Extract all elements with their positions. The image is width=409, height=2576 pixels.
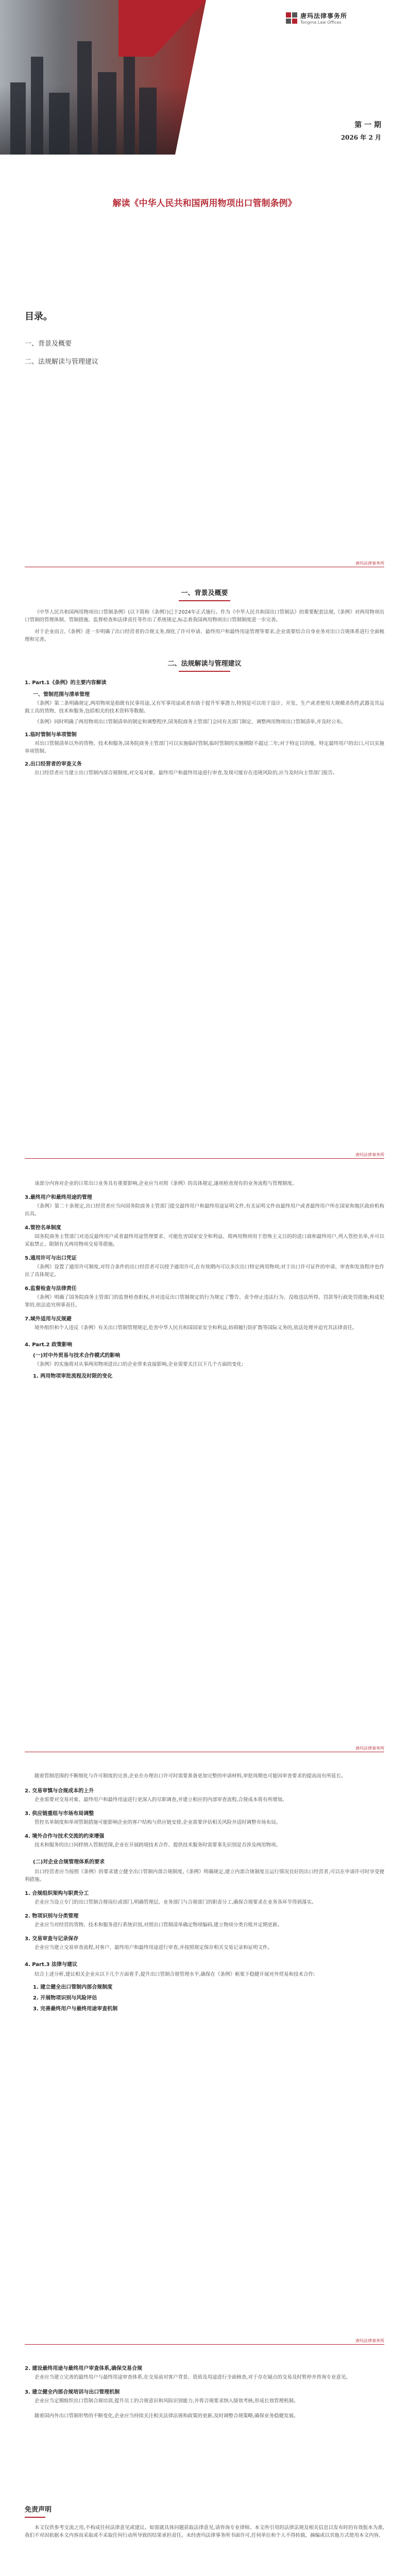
paragraph: 管控名单制度和单项管制措施可能影响企业的客户结构与供应链安排,企业需要评估相关风险并适时调整市场布局。: [35, 1820, 281, 1825]
sub-title: 一、管制范围与清单管理: [33, 692, 90, 698]
disclaimer-body: 本文仅供参考交流之用,不构成任何法律意见或建议。如需就具体问题获取法律意见,请咨询专业律师。本文所引用的法律法规及相关信息以发布时的有效版本为准,我们不对因依据本文内容而采取或不采取任何行动所导致的结果承担责任。未经唐玛法律事务所书面许可,任何单位和个人不得转载、摘编或以其他方式使用本文内容。: [25, 2525, 384, 2538]
issue-date: 2026 年 2 月: [340, 134, 381, 141]
paragraph: 企业应当定期组织出口管制合规培训,提升员工的合规意识和风险识别能力,并将合规要求纳入绩效考核,形成长效管理机制。: [35, 2398, 299, 2404]
toc-heading: 目录。: [25, 311, 53, 322]
item-title: 1.临时管制与单项管制: [25, 732, 77, 738]
item-title: 2.出口经营者的审查义务: [25, 761, 82, 767]
item-title: 3. 供应链重组与市场布局调整: [25, 1811, 94, 1817]
part-title: 4. Part.2 政策影响: [25, 1342, 72, 1348]
item-title: 3. 交易审查与记录保存: [25, 1936, 79, 1942]
item-title: 1. 两用物项审批流程及时限的变化: [33, 1374, 113, 1379]
disclaimer-title: 免责声明: [25, 2506, 52, 2514]
toc-item[interactable]: 一、背景及概要: [25, 340, 72, 348]
item-title: 2. 交易审慎与合规成本的上升: [25, 1788, 94, 1794]
item-title: 2. 开展物项识别与风险评估: [33, 1995, 97, 2001]
brand-logo: [286, 11, 347, 25]
section-divider: [25, 2517, 45, 2518]
item-title: 3. 完善最终用户与最终用途审查机制: [33, 2006, 118, 2012]
page-header-brand: 唐玛法律事务所: [355, 1746, 384, 1751]
paragraph: 企业应当建立完善的最终用户与最终用途审查体系,在交易前对客户背景、资质及用途进行全面核查,对于存在疑点的交易及时暂停并咨询专业意见。: [35, 2375, 351, 2380]
sub-title: (二)对企业合规管理体系的要求: [33, 1859, 105, 1865]
item-title: 1. 建立健全出口管制内部合规制度: [33, 1985, 113, 1990]
paragraph: 出口经营者应当建立出口管制内部合规制度,对交易对象、最终用户和最终用途进行审查,发现可能存在违规风险的,应当及时向主管部门报告。: [35, 770, 338, 776]
page-header-brand: 唐玛法律事务所: [355, 2338, 384, 2343]
section-title-background: 一、背景及概要: [181, 589, 228, 597]
item-title: 7.域外适用与反规避: [25, 1316, 72, 1322]
part-title: 4. Part.3 法律与建议: [25, 1962, 77, 1968]
paragraph: 《条例》同时明确了两用物项出口管制清单的制定和调整程序,国务院商务主管部门会同有关部门制定、调整两用物项出口管制清单,并及时公布。: [35, 719, 346, 725]
page-header-rule: [25, 1158, 384, 1159]
paragraph: 结合上述分析,建议相关企业从以下几个方面着手,提升出口管制合规管理水平,确保在《条例》框架下稳健开展对外贸易和技术合作:: [35, 1972, 315, 1977]
paragraph: 技术和服务的出口同样纳入管制范围,企业在开展跨境技术合作、提供技术服务时需要事先识别是否涉及两用物项。: [35, 1842, 281, 1848]
paragraph: 企业应当设立专门的出口管制合规岗位或部门,明确管理层、业务部门与合规部门的职责分工,确保合规要求在业务各环节得到落实。: [35, 1900, 317, 1905]
part-title: 1. Part.1《条例》的主要内容解读: [25, 680, 107, 686]
paragraph: 企业应当建立交易审查流程,对客户、最终用户和最终用途进行审查,并按照规定保存相关交易记录和证明文件。: [35, 1945, 273, 1951]
brand-name-en: Tongma Law Offices: [300, 20, 342, 25]
item-title: 4. 境外合作与技术交流的约束增强: [25, 1834, 105, 1839]
paragraph: 随着国内外出口管制形势的不断变化,企业应当持续关注相关法律法规和政策的更新,及时调整合规策略,确保业务稳健发展。: [35, 2413, 299, 2419]
paragraph: 《条例》明确了国务院商务主管部门的监督检查职权,并对违反出口管制规定的行为规定了警告、责令停止违法行为、没收违法所得、罚款等行政处罚措施;构成犯罪的,依法追究刑事责任。: [25, 1295, 384, 1308]
paragraph: 国务院商务主管部门对违反最终用户或者最终用途管理要求、可能危害国家安全和利益、将两用物项用于恐怖主义目的的进口商和最终用户,列入管控名单,并可以采取禁止、限制有关两用物项交易等措施。: [25, 1234, 384, 1247]
item-title: 2. 物项识别与分类管理: [25, 1913, 79, 1919]
paragraph: 对出口管制清单以外的货物、技术和服务,国务院商务主管部门可以实施临时管制,临时管制的实施期限不超过二年;对于特定目的地、特定最终用户的出口,可以实施单项管制。: [25, 741, 384, 754]
item-title: 2. 建设最终用途与最终用户审查体系,确保交易合规: [25, 2366, 143, 2371]
paragraph: 境外组织和个人违反《条例》有关出口管制管理规定,危害中华人民共和国国家安全和利益,妨碍履行防扩散等国际义务的,依法处理并追究其法律责任。: [35, 1325, 357, 1331]
item-title: 5.通用许可与出口凭证: [25, 1256, 77, 1261]
section-title-analysis: 二、法规解读与管理建议: [167, 660, 242, 668]
paragraph: 《条例》设置了通用许可制度,对符合条件的出口经营者可以授予通用许可,在有效期内可以多次出口特定两用物项;对于出口许可证件的申请、审查和发放程序也作出了具体规定。: [25, 1264, 384, 1278]
paragraph: 企业需要对交易对象、最终用户和最终用途进行更深入的尽职调查,并建立相应的内部审查流程,合规成本将有所增加。: [35, 1797, 287, 1803]
toc-item[interactable]: 二、法规解读与管理建议: [25, 358, 99, 366]
table-of-contents: [25, 309, 98, 366]
page-header-brand: 唐玛法律事务所: [355, 1153, 384, 1157]
paragraph: 《条例》第二条明确规定,两用物项是指既有民事用途,又有军事用途或者有助于提升军事潜力,特别是可以用于设计、开发、生产或者使用大规模杀伤性武器及其运载工具的货物、技术和服务,包括相关的技术资料等数据。: [25, 701, 384, 714]
paragraph: 出口经营者应当按照《条例》的要求建立健全出口管制内部合规制度,《条例》明确规定,建立内部合规制度且运行情况良好的出口经营者,可以在申请许可时享受便利措施。: [25, 1869, 384, 1883]
document-title: 解读《中华人民共和国两用物项出口管制条例》: [112, 198, 297, 209]
item-title: 3.最终用户和最终用途的管理: [25, 1195, 92, 1200]
issue-number: 第 一 期: [354, 121, 381, 129]
page-header-rule: [25, 2344, 384, 2345]
paragraph: 企业应当对经营的货物、技术和服务进行系统识别,对照出口管制清单确定物项编码,建立物项分类台账并定期更新。: [35, 1922, 283, 1928]
item-title: 6.监督检查与法律责任: [25, 1286, 77, 1292]
brand-name-cn: 唐玛法律事务所: [300, 12, 348, 20]
logo-mark-icon: [286, 12, 297, 24]
section-divider: [179, 671, 230, 672]
paragraph: 《条例》第二十条规定,出口经营者应当向国务院商务主管部门提交最终用户和最终用途证明文件,有关证明文件由最终用户或者最终用户所在国家和地区政府机构出具。: [25, 1204, 384, 1217]
item-title: 3. 建立健全内部合规培训与出口管理机制: [25, 2389, 120, 2395]
paragraph: 该部分内容对企业的日常出口业务具有重要影响,企业应当对照《条例》的具体规定,逐项检查现有的业务流程与管理制度。: [35, 1181, 297, 1187]
section-divider: [179, 600, 230, 601]
paragraph: 对于企业而言,《条例》进一步明确了出口经营者的合规义务,细化了许可申请、最终用户和最终用途管理等要求,企业需要结合自身业务对出口合规体系进行全面梳理和完善。: [25, 629, 384, 642]
paragraph: 随着管制范围的不断细化与许可制度的完善,企业在办理出口许可时需要准备更加完整的申请材料,审批周期也可能因审查要求的提高而有所延长。: [35, 1773, 346, 1779]
sub-title: (一)对中外贸易与技术合作模式的影响: [33, 1353, 121, 1359]
paragraph: 《条例》的实施将对从事两用物项进出口的企业带来直接影响,企业需要关注以下几个方面的变化:: [35, 1362, 244, 1367]
item-title: 1. 合规组织架构与职责分工: [25, 1891, 89, 1896]
page-header-brand: 唐玛法律事务所: [355, 561, 384, 566]
item-title: 4.管控名单制度: [25, 1225, 61, 1231]
paragraph: 《中华人民共和国两用物项出口管制条例》(以下简称《条例》)已于2024年正式施行。作为《中华人民共和国出口管制法》的重要配套法规,《条例》对两用物项出口管制的管理体制、管制措施、监督检查和法律责任等作出了系统规定,标志着我国两用物项出口管制制度进一步完善。: [25, 609, 384, 623]
